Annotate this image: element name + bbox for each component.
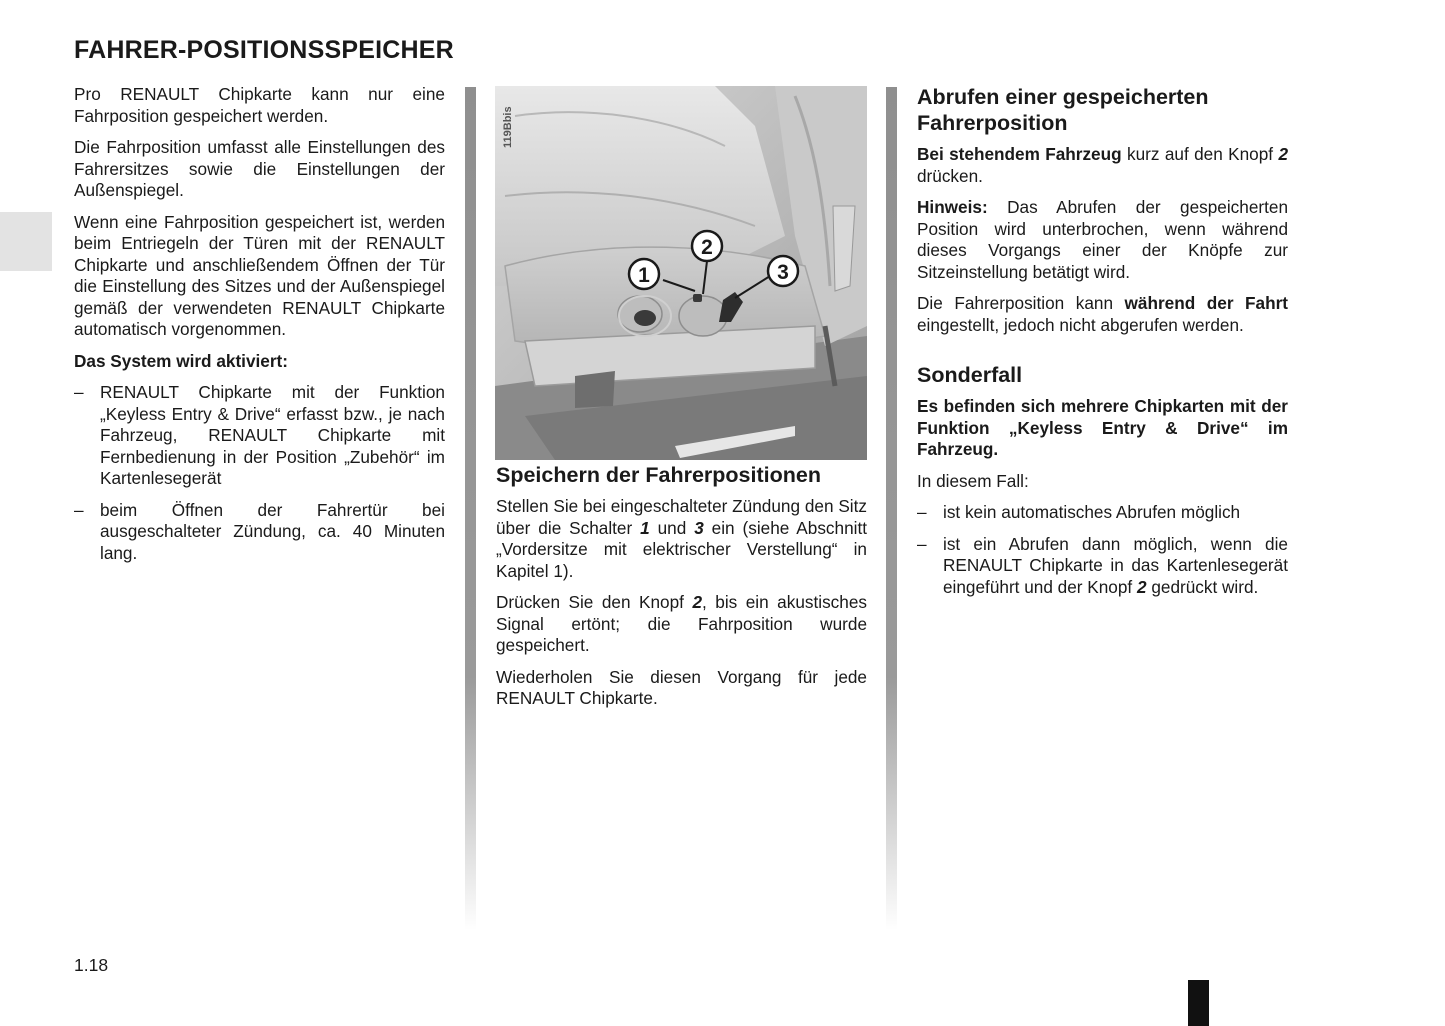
column-left <box>74 84 445 574</box>
figure-code: 119Bbis <box>502 106 514 148</box>
callout-3 <box>768 256 798 286</box>
section-heading-save: Speichern der Fahrerpositionen <box>496 463 821 487</box>
section-heading-special: Sonderfall <box>917 363 1023 387</box>
page-number: 1.18 <box>74 955 109 975</box>
paragraph: Drücken Sie den Knopf 2, bis ein akustisches Signal ertönt; die Fahrposition wurde gespeichert. <box>496 592 867 655</box>
paragraph: Stellen Sie bei eingeschalteter Zündung den Sitz über die Schalter 1 und 3 ein (siehe Abschnitt „Vordersitze mit elektrischer Verstellung“ in Kapitel 1). <box>496 496 867 581</box>
paragraph: Die Fahrerposition kann während der Fahrt eingestellt, jedoch nicht abgerufen werden. <box>917 293 1289 335</box>
column-right <box>917 84 1288 608</box>
paragraph: Wenn eine Fahrposition gespeichert ist, werden beim Entriegeln der Türen mit der RENAULT Chipkarte und anschließendem Öffnen der Tür die Einstellung des Sitzes und der Außenspiegel gemäß der verwendeten RENAULT Chipkarte automatisch vorgenommen. <box>74 211 445 339</box>
paragraph: Die Fahrposition umfasst alle Einstellungen des Fahrersitzes sowie die Einstellungen der Außenspiegel. <box>74 137 445 200</box>
thumb-index-bar <box>1188 980 1209 1026</box>
paragraph: Wiederholen Sie diesen Vorgang für jede RENAULT Chipkarte. <box>496 666 867 708</box>
page-title: FAHRER-POSITIONSSPEICHER <box>74 36 454 64</box>
callout-1 <box>629 259 659 289</box>
special-case-list <box>917 502 1288 598</box>
paragraph: In diesem Fall: <box>917 470 1029 491</box>
list-item: – ist kein automatisches Abrufen möglich <box>917 502 1288 524</box>
callout-2 <box>692 231 722 261</box>
seat-illustration <box>495 86 867 460</box>
section-heading-recall: Abrufen einer gespeicherten Fahrerposition <box>917 85 1209 135</box>
callout-label: 3 <box>777 261 789 284</box>
list-item: – beim Öffnen der Fahrertür bei ausgeschalteter Zündung, ca. 40 Minuten lang. <box>74 500 445 565</box>
column-middle <box>496 462 867 720</box>
callout-label: 1 <box>638 264 650 287</box>
note-paragraph: Hinweis: Das Abrufen der gespeicherten Position wird unterbrochen, wenn während dieses Vorgangs einer der Knöpfe zur Sitzeinstellung betätigt wird. <box>917 197 1288 282</box>
callout-label: 2 <box>701 236 713 259</box>
chapter-tab-marker <box>0 212 52 271</box>
column-divider <box>886 87 897 930</box>
special-case-text: Es befinden sich mehrere Chipkarten mit der Funktion „Keyless Entry & Drive“ im Fahrzeug. <box>917 396 1288 459</box>
seat-controls-photo <box>495 86 867 460</box>
paragraph: Bei stehendem Fahrzeug kurz auf den Knopf 2 drücken. <box>917 144 1288 186</box>
list-item: – RENAULT Chipkarte mit der Funktion „Keyless Entry & Drive“ erfasst bzw., je nach Fahrzeug, RENAULT Chipkarte mit Fernbedienung in der Position „Zubehör“ im Kartenlesegerät <box>74 382 445 490</box>
column-divider <box>465 87 476 930</box>
activation-heading: Das System wird aktiviert: <box>74 350 288 371</box>
activation-list <box>74 382 445 564</box>
paragraph: Pro RENAULT Chipkarte kann nur eine Fahrposition gespeichert werden. <box>74 84 445 126</box>
list-item: – ist ein Abrufen dann möglich, wenn die RENAULT Chipkarte in das Kartenlesegerät eingeführt und der Knopf 2 gedrückt wird. <box>917 534 1288 599</box>
